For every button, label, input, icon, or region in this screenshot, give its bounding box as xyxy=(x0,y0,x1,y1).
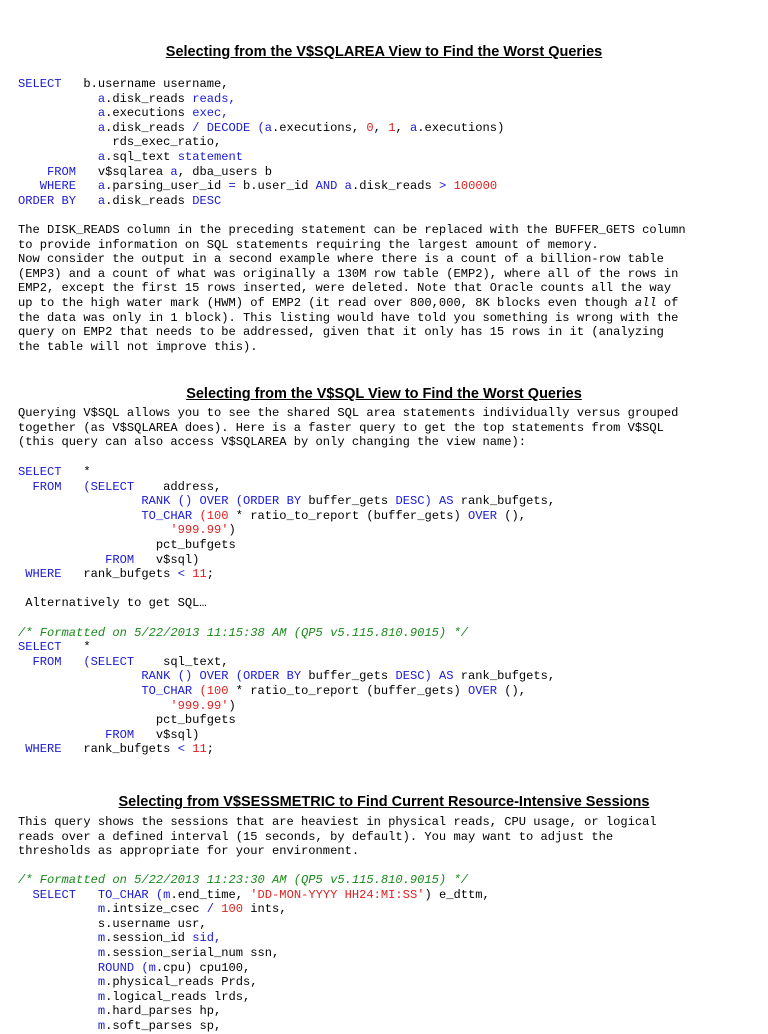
text-segment: /* Formatted on 5/22/2013 11:23:30 AM (QP5 v5.115.810.9015) */ xyxy=(18,873,468,887)
text-segment: '999.99' xyxy=(170,523,229,538)
text-segment: .end_time, xyxy=(170,887,251,902)
text-segment: m xyxy=(97,975,106,990)
text-segment: ; xyxy=(206,742,214,757)
text-segment: (m xyxy=(155,887,171,902)
text-segment: m xyxy=(97,989,106,1004)
text-line xyxy=(18,494,555,509)
text-segment: (SELECT xyxy=(83,479,135,494)
text-segment: .session_serial_num ssn, xyxy=(105,945,280,960)
text-segment xyxy=(170,494,177,508)
text-line xyxy=(18,121,504,136)
text-segment: DESC) xyxy=(395,669,432,684)
text-segment xyxy=(76,888,98,902)
text-segment xyxy=(18,975,98,989)
text-segment: WHERE xyxy=(25,742,62,757)
text-line xyxy=(18,699,555,714)
text-segment: .cpu) cpu100, xyxy=(155,960,251,975)
text-segment: TO_CHAR xyxy=(141,508,193,523)
text-segment: 11 xyxy=(192,742,207,757)
text-segment: pct_bufgets xyxy=(18,537,236,552)
text-line xyxy=(18,815,657,830)
text-segment: () xyxy=(177,494,193,509)
text-segment xyxy=(229,494,236,508)
text-segment xyxy=(170,669,177,683)
text-segment: 100000 xyxy=(453,179,498,194)
text-segment: < xyxy=(177,742,185,757)
text-segment xyxy=(18,699,170,713)
text-segment: OVER xyxy=(468,508,498,523)
text-segment: a xyxy=(97,179,106,194)
text-segment: a xyxy=(264,120,273,135)
text-segment: .parsing_user_id xyxy=(105,179,229,194)
text-segment: Now consider the output in a second example where there is a count of a billion-row table xyxy=(18,252,664,267)
text-segment: () xyxy=(177,669,193,684)
text-segment: m xyxy=(97,1018,106,1033)
text-segment xyxy=(18,480,33,494)
text-segment: a xyxy=(97,106,106,121)
text-line xyxy=(18,640,555,655)
text-segment: OVER xyxy=(199,494,229,509)
text-line xyxy=(18,106,504,121)
text-segment: 'DD-MON-YYYY HH24:MI:SS' xyxy=(250,887,425,902)
text-segment: .executions) xyxy=(417,120,505,135)
text-segment: (SELECT xyxy=(83,654,135,669)
text-segment: AND xyxy=(315,179,338,194)
text-segment: .physical_reads Prds, xyxy=(105,975,258,990)
text-segment: OVER xyxy=(468,683,498,698)
text-segment: a xyxy=(170,164,178,179)
section-heading-sessmetric: Selecting from V$SESSMETRIC to Find Current Resource-Intensive Sessions xyxy=(118,794,650,810)
text-segment: up to the high water mark (HWM) of EMP2 (it read over 800,000, 8K blocks even though xyxy=(18,295,635,310)
text-segment: .logical_reads lrds, xyxy=(105,989,251,1004)
text-segment: * xyxy=(61,640,91,655)
text-segment: FROM xyxy=(105,552,135,567)
text-segment: Querying V$SQL allows you to see the shared SQL area statements individually versus grouped xyxy=(18,406,679,420)
code-block-sql xyxy=(18,465,555,757)
text-segment: , dba_users b xyxy=(177,164,273,179)
text-segment: a xyxy=(97,193,106,208)
text-segment: 0 xyxy=(366,120,374,135)
text-segment: query on EMP2 that needs to be addressed, given that it only has 15 rows in it (analyzing xyxy=(18,325,664,340)
text-segment: WHERE xyxy=(39,179,77,194)
text-segment: a xyxy=(97,120,106,135)
text-segment xyxy=(446,179,453,193)
text-line xyxy=(18,252,686,267)
text-segment: .disk_reads xyxy=(105,193,193,208)
text-segment: * ratio_to_report (buffer_gets) xyxy=(228,683,468,698)
paragraph-sql xyxy=(18,406,678,450)
text-segment: (100 xyxy=(199,683,229,698)
text-segment: the table will not improve this). xyxy=(18,339,258,354)
text-segment: .hard_parses hp, xyxy=(105,1004,222,1019)
text-segment: EMP2, except the first 15 rows inserted, were deleted. Note that Oracle counts all the way xyxy=(18,281,672,296)
text-line xyxy=(18,1004,490,1019)
text-segment: the data was only in 1 block). This listing would have told you something is wrong with the xyxy=(18,310,679,325)
text-line xyxy=(18,567,555,582)
text-segment: reads, xyxy=(192,91,236,106)
text-segment: .session_id xyxy=(105,931,193,946)
text-segment: ints, xyxy=(243,902,287,917)
text-segment: of xyxy=(656,295,679,310)
text-segment: .disk_reads xyxy=(351,179,440,194)
text-segment: * ratio_to_report (buffer_gets) xyxy=(228,508,468,523)
text-line xyxy=(18,713,555,728)
text-segment xyxy=(18,946,98,960)
text-segment: RANK xyxy=(141,494,171,509)
text-segment xyxy=(432,494,439,508)
text-segment: WHERE xyxy=(25,567,62,582)
text-segment: FROM xyxy=(32,654,62,669)
text-segment: (m xyxy=(141,960,156,975)
text-line xyxy=(18,223,686,238)
text-segment: '999.99' xyxy=(170,698,229,713)
text-segment: sql_text, xyxy=(134,654,229,669)
text-segment: m xyxy=(97,902,106,917)
text-segment xyxy=(18,728,105,742)
text-segment: to provide information on SQL statements requiring the largest amount of memory. xyxy=(18,237,599,252)
text-line xyxy=(18,917,490,932)
text-line xyxy=(18,480,555,495)
text-segment xyxy=(229,669,236,683)
text-segment xyxy=(18,553,105,567)
text-segment: rank_bufgets, xyxy=(453,494,556,509)
text-segment xyxy=(18,121,98,135)
text-segment: (this query can also access V$SQLAREA by only changing the view name): xyxy=(18,435,527,450)
text-segment: a xyxy=(344,179,352,194)
text-segment: buffer_gets xyxy=(301,669,396,684)
text-line xyxy=(18,296,686,311)
text-line xyxy=(18,435,678,450)
text-segment: address, xyxy=(134,479,222,494)
text-line xyxy=(18,931,490,946)
text-line xyxy=(18,655,555,670)
text-line xyxy=(18,325,686,340)
text-segment: a xyxy=(409,120,418,135)
paragraph-sqlarea xyxy=(18,223,686,354)
section-heading-sqlarea: Selecting from the V$SQLAREA View to Find the Worst Queries xyxy=(165,44,603,60)
text-segment: FROM xyxy=(47,164,77,179)
text-line xyxy=(18,179,504,194)
text-segment: a xyxy=(97,91,106,106)
text-segment: SELECT xyxy=(18,465,62,479)
text-line xyxy=(18,830,657,845)
text-line xyxy=(18,135,504,150)
text-segment: ORDER BY xyxy=(18,193,77,208)
text-line xyxy=(18,946,490,961)
text-line xyxy=(18,728,555,743)
text-line xyxy=(18,990,490,1005)
text-segment: > xyxy=(439,179,447,194)
text-segment xyxy=(18,523,170,537)
text-segment xyxy=(18,150,98,164)
text-segment: statement xyxy=(177,149,244,164)
text-segment: / xyxy=(206,902,214,917)
text-segment xyxy=(76,179,98,193)
text-segment: a xyxy=(97,149,106,164)
paragraph-sessmetric xyxy=(18,815,657,859)
text-segment: ) xyxy=(228,523,236,538)
text-line xyxy=(18,626,555,641)
text-segment xyxy=(18,990,98,1004)
text-segment xyxy=(18,165,47,179)
text-segment: rank_bufgets xyxy=(61,742,178,757)
text-segment: SELECT xyxy=(18,77,62,91)
text-segment xyxy=(149,888,156,902)
text-line xyxy=(18,77,504,92)
text-segment: (EMP3) and a count of what was originally a 130M row table (EMP2), where all of the rows in xyxy=(18,266,679,281)
text-segment: OVER xyxy=(199,669,229,684)
text-line xyxy=(18,888,490,903)
text-line xyxy=(18,1019,490,1034)
text-segment xyxy=(18,1019,98,1033)
text-line xyxy=(18,582,555,597)
text-segment: FROM xyxy=(32,479,62,494)
text-segment: reads over a defined interval (15 seconds, by default). You may want to adjust the xyxy=(18,829,614,844)
text-line xyxy=(18,238,686,253)
text-segment: .intsize_csec xyxy=(105,902,207,917)
text-segment: AS xyxy=(439,494,454,509)
text-segment: < xyxy=(177,567,185,582)
text-segment: ) e_dttm, xyxy=(424,887,490,902)
text-segment: sid, xyxy=(192,931,222,946)
text-segment: This query shows the sessions that are heaviest in physical reads, CPU usage, or logical xyxy=(18,815,657,829)
text-segment: (), xyxy=(497,508,527,523)
text-segment: TO_CHAR xyxy=(97,887,149,902)
text-segment xyxy=(62,480,84,494)
text-segment: m xyxy=(97,1004,106,1019)
text-line xyxy=(18,523,555,538)
text-segment: s.username usr, xyxy=(18,916,207,931)
text-line xyxy=(18,596,555,611)
text-segment: b.username username, xyxy=(61,77,229,91)
text-segment: rank_bufgets, xyxy=(453,669,556,684)
text-segment: DESC) xyxy=(395,494,432,509)
text-line xyxy=(18,340,686,355)
text-segment: .sql_text xyxy=(105,149,178,164)
text-segment: v$sql) xyxy=(134,552,200,567)
text-segment: .executions, xyxy=(272,120,367,135)
text-segment: together (as V$SQLAREA does). Here is a faster query to get the top statements from V$SQL xyxy=(18,420,664,435)
text-line xyxy=(18,281,686,296)
text-segment: rds_exec_ratio, xyxy=(18,135,222,150)
code-block-sessmetric xyxy=(18,873,490,1034)
text-segment: The DISK_READS column in the preceding statement can be replaced with the BUFFER_GETS column xyxy=(18,223,686,237)
text-segment: FROM xyxy=(105,727,135,742)
text-segment: (ORDER BY xyxy=(235,669,302,684)
text-segment xyxy=(432,669,439,683)
text-segment xyxy=(18,106,98,120)
text-line xyxy=(18,165,504,180)
text-segment xyxy=(18,92,98,106)
text-segment xyxy=(18,179,40,193)
text-segment: m xyxy=(97,931,106,946)
text-line xyxy=(18,902,490,917)
text-segment: m xyxy=(97,945,106,960)
text-segment: ; xyxy=(206,567,214,582)
text-line xyxy=(18,538,555,553)
text-segment: ) xyxy=(228,698,236,713)
text-line xyxy=(18,873,490,888)
text-segment xyxy=(18,902,98,916)
text-segment: v$sqlarea xyxy=(76,164,171,179)
text-line xyxy=(18,509,555,524)
text-segment: RANK xyxy=(141,669,171,684)
text-line xyxy=(18,669,555,684)
text-segment: 1 xyxy=(388,120,396,135)
text-segment xyxy=(18,494,141,508)
text-line xyxy=(18,406,678,421)
text-segment: TO_CHAR xyxy=(141,683,193,698)
text-line xyxy=(18,267,686,282)
text-segment: = xyxy=(228,179,236,194)
text-segment xyxy=(18,684,141,698)
text-segment xyxy=(18,961,98,975)
text-segment: SELECT xyxy=(32,887,77,902)
text-segment: , xyxy=(395,120,410,135)
text-segment xyxy=(18,669,141,683)
text-segment: / DECODE ( xyxy=(192,120,265,135)
text-segment: pct_bufgets xyxy=(18,713,236,728)
text-segment xyxy=(18,655,33,669)
text-segment: , xyxy=(373,120,389,135)
text-segment: .soft_parses sp, xyxy=(105,1018,222,1033)
text-line xyxy=(18,150,504,165)
text-line xyxy=(18,961,490,976)
text-segment: SELECT xyxy=(18,640,62,655)
text-segment: all xyxy=(634,295,657,310)
text-line xyxy=(18,421,678,436)
text-segment xyxy=(337,179,344,193)
text-line xyxy=(18,553,555,568)
text-segment: Alternatively to get SQL… xyxy=(18,596,207,611)
text-segment: * xyxy=(61,465,91,479)
text-segment: /* Formatted on 5/22/2013 11:15:38 AM (QP5 v5.115.810.9015) */ xyxy=(18,625,468,640)
text-line xyxy=(18,844,657,859)
text-segment xyxy=(18,1004,98,1018)
text-segment: AS xyxy=(439,669,454,684)
text-segment: (), xyxy=(497,683,527,698)
text-line xyxy=(18,311,686,326)
text-line xyxy=(18,975,490,990)
text-line xyxy=(18,742,555,757)
text-segment xyxy=(18,888,33,902)
text-segment: (100 xyxy=(199,508,229,523)
text-segment xyxy=(18,931,98,945)
text-segment xyxy=(62,655,84,669)
text-line xyxy=(18,465,555,480)
code-block-sqlarea xyxy=(18,77,504,208)
text-segment: DESC xyxy=(192,193,222,208)
text-segment: rank_bufgets xyxy=(61,567,178,582)
text-segment: .executions xyxy=(105,106,193,121)
section-heading-sql: Selecting from the V$SQL View to Find the Worst Queries xyxy=(186,386,582,402)
text-line xyxy=(18,92,504,107)
text-segment: buffer_gets xyxy=(301,494,396,509)
text-segment: b.user_id xyxy=(235,179,316,194)
text-segment: v$sql) xyxy=(134,727,200,742)
text-segment: .disk_reads xyxy=(105,120,193,135)
text-line xyxy=(18,684,555,699)
text-segment: 100 xyxy=(221,902,244,917)
text-segment: 11 xyxy=(192,567,207,582)
text-segment: ROUND xyxy=(97,960,135,975)
text-segment xyxy=(76,194,98,208)
text-segment: exec, xyxy=(192,106,229,121)
text-segment: thresholds as appropriate for your environment. xyxy=(18,844,360,859)
text-line xyxy=(18,194,504,209)
text-segment: (ORDER BY xyxy=(235,494,302,509)
text-line xyxy=(18,611,555,626)
text-segment: .disk_reads xyxy=(105,91,193,106)
text-segment xyxy=(18,509,141,523)
